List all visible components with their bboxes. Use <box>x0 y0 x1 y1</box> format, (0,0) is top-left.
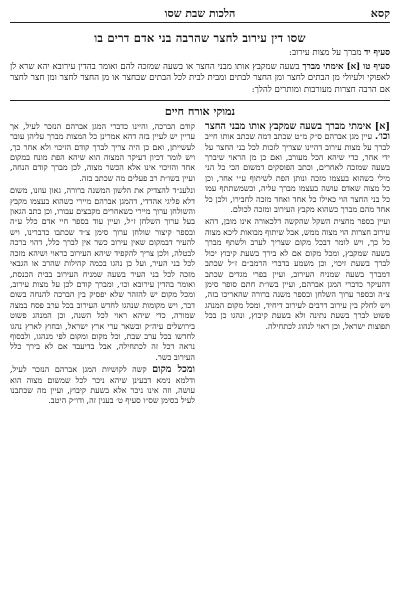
commentary-title: נמוקי אורח חיים <box>164 104 236 118</box>
commentary-text: ונלענ״ד להצדיק את הלשון המשנה ברורה, גאון עוזנו, משום דלא פליגי אהדדי, דהמגן אברהם מיירי כשהוא בעצמו מקבץ והשולחן ערוך מיירי כשאחרים מקבצים עבורו, וכן כתב הגאון בעל ערוך השלחן ז״ל, ועיין עוד בספר חיי אדם כלל ע״ה ובספר קיצור שולחן ערוך סימן צ״ד שכתבו כדברינו, ויש להעיר דבמקום שאין עירוב כשר אין לברך כלל, דהוי ברכה לבטלה, ולכן צריך להקפיד שיהא העירוב כראוי ושיהא מזכה לכל בני העיר, ועל כן נהגו בכמה קהילות שהרב או הגבאי מזכה לכל בני העיר בשעה שמניח העירוב בבית הכנסת, ואומר בהדין עירובא וכו׳, ומברך קודם לכן על מצות עירוב, ומכל מקום יש להזהר שלא יפסיק בין הברכה להנחה בשום דבר, ויש מקומות שנהגו לחדש העירוב בכל ערב פסח במצה שמורה, כדי שיהא ראוי לכל השנה, וכן המנהג פשוט בירושלים עיה״ק ובשאר ערי ארץ ישראל, ובחוץ לארץ נהגו לחדשו בכל ערב שבת, וכל מקום ומקום לפי מנהגו, ולבסוף נראה דכל זה לכתחילה, אבל בדיעבד אם לא בירך כלל העירוב כשר. <box>10 186 195 362</box>
commentary-column-left <box>10 122 195 594</box>
commentary-columns <box>10 122 390 594</box>
commentary-text: קשה לקושיות המגן אברהם הנזכר לעיל, ודלמא נימא דבעינן שיהא ניכר לכל שמשום מצוה הוא עושה, וזה אינו ניכר אלא בשעת קיבוץ, ועיין מה שכתבנו לעיל בסימן שס״ו סעיף ט׳ בענין זה, ודו״ק היטב. <box>10 365 195 406</box>
dibbur-hamatchil: [א] אימתי מברך בשעה שמקבץ אותו מבני החצר וכו׳. <box>205 121 390 143</box>
commentary-paragraph <box>205 217 390 331</box>
seif-14 <box>10 48 390 59</box>
commentary-paragraph <box>10 122 195 184</box>
commentary-text: עיין מגן אברהם ס״ק מ״ט שכתב דמה שכתב אותו חייב לברך על מצות עירוב דהיינו שצריך לזכות לכל בני החצר על ידי אחר, כדי שיהא הכל מעורב, ואם כן מן הראוי שיברך בשעה שמזכה לאחרים, וכתב הפוסקים דמשום הכי כל הני מילי כשהוא בעצמו מזכה ונותן הפת לשיתוף ע״י אחר, וכן כל מצוה שאדם עושה בעצמו מברך עליה, וכשמשתתף עמו כל בני החצר הוי כאילו כל אחד ואחד מזכה לחבירו, ולכן כל אחד מהם מברך כשהוא מקבץ העירוב ומזכה לכולם. <box>205 132 390 215</box>
dibbur-hamatchil: ומכל מקום <box>152 364 195 376</box>
siman-title: שסו דין עירוב לחצר שהרבה בני אדם דרים בו <box>94 31 306 45</box>
book-page <box>10 6 390 594</box>
commentary-paragraph <box>10 186 195 363</box>
running-title: הלכות שבת שסו <box>164 7 236 20</box>
seif-15 <box>10 62 390 96</box>
running-head <box>10 6 390 23</box>
commentary-paragraph <box>205 122 390 216</box>
seif-text: מברך על מצות עירוב: <box>289 48 362 58</box>
seif-label: סעיף יד <box>364 48 390 58</box>
seif-label: סעיף טו <box>363 62 390 73</box>
commentary-text: ועיין בספר מחצית השקל שהקשה דלכאורה אינו מובן, דהא עירוב חצרות הוי מצוה ממש, אבל שיתוף מבואות ליכא מצוה כל כך, ויש לומר דבכל מקום שצריך לערב ולשתף מברך בשעה שמקבץ, ומכל מקום אם לא בירך בשעת קיבוץ יכול לברך בשעת זיכוי, וכן משמע בדברי הרמב״ם ז״ל שכתב דמברך בשעה שמניח העירוב, ועיין בפרי מגדים שכתב דהעיקר כדברי המגן אברהם, ועיין בשו״ת חתם סופר סימן צ״ה ובספר ערוך השלחן ובספר משנה ברורה שהאריכו בזה, ויש לחלק בין עירוב דרבים לעירוב דיחיד, ומכל מקום המנהג פשוט לברך בשעת נתינה ולא בשעת קיבוץ, ונהגו כן בכל תפוצות ישראל, וכן ראוי לנהוג לכתחילה. <box>205 217 390 331</box>
folio-number: קסא <box>370 7 390 20</box>
commentary-paragraph <box>10 365 195 407</box>
seif-text: בשעה שמקבץ אותו מבני החצר או בשעה שמזכה להם ואומר בהדין עירובא יהא שרא לן לאפוקי ולעיולי מן הבתים לחצר ומן החצר לבתים ומבית לבית לכל הבתים שבחצר או מן החצר לחצר ומן חצר לחצר אם הרבה חצרות מעורבות ומותרים להלך: <box>10 62 390 95</box>
section-divider <box>10 100 390 101</box>
commentary-column-right <box>205 122 390 594</box>
seif-lead: [א] אימתי מברך <box>302 62 361 73</box>
commentary-text: קודם הברכה, והיינו כדברי המגן אברהם הנזכר לעיל, אך עדיין יש לעיין בזה דהא אמרינן כל המצות מברך עליהן עובר לעשייתן, ואם כן היה צריך לברך קודם הזיכוי ולא אחר כך, ויש לומר דכיון דעיקר המצוה הוא שיהא הפת מונח במקום אחד והזיכוי אינו אלא הכשר מצוה, לכן מברך קודם הנחה, ועיין בשו״ת רב פעלים מה שכתב בזה. <box>10 121 195 183</box>
